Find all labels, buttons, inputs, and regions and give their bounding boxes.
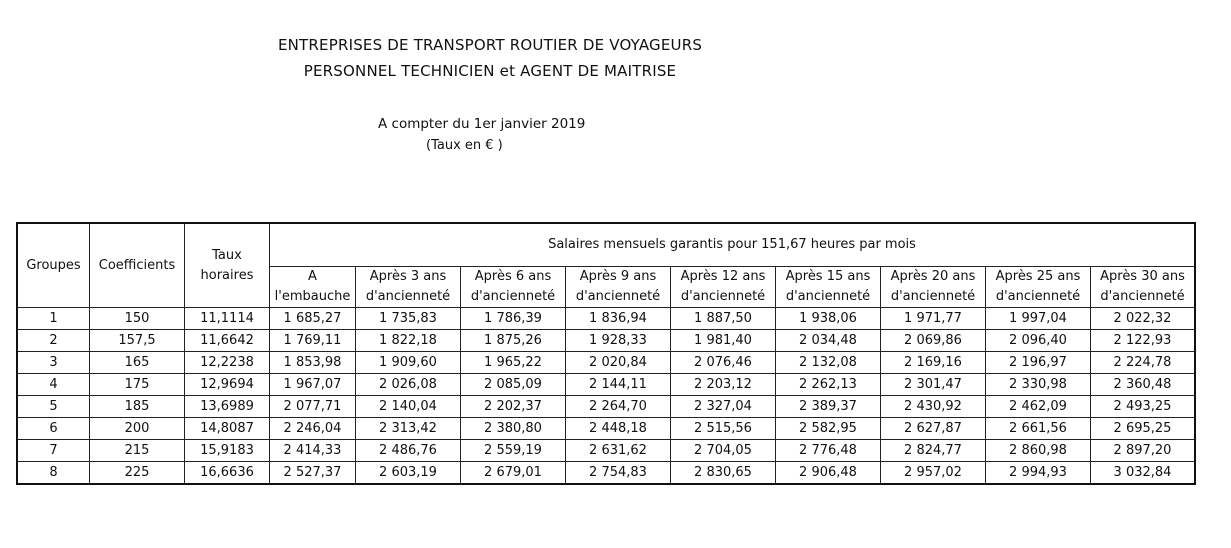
subheader-line2: d'ancienneté [356,287,461,308]
table-cell: 225 [90,462,185,485]
table-cell: 2 246,04 [270,418,356,440]
table-cell: 2 860,98 [986,440,1091,462]
table-cell: 2 132,08 [776,352,881,374]
table-cell: 2 034,48 [776,330,881,352]
table-cell: 2 076,46 [671,352,776,374]
subheader-line1: Après 3 ans [356,267,461,288]
table-cell: 3 [17,352,90,374]
subheader-line1: Après 6 ans [461,267,566,288]
table-cell: 1 965,22 [461,352,566,374]
table-cell: 2 202,37 [461,396,566,418]
table-cell: 2 301,47 [881,374,986,396]
table-cell: 1 786,39 [461,308,566,330]
table-cell: 2 897,20 [1091,440,1196,462]
header-salaires: Salaires mensuels garantis pour 151,67 heures par mois [270,223,1196,267]
table-cell: 2 069,86 [881,330,986,352]
table-cell: 2 224,78 [1091,352,1196,374]
table-cell: 2 704,05 [671,440,776,462]
subheader-line1: Après 12 ans [671,267,776,288]
subheader-line2: d'ancienneté [1091,287,1196,308]
subheader-line1: Après 30 ans [1091,267,1196,288]
table-cell: 2 559,19 [461,440,566,462]
table-cell: 200 [90,418,185,440]
table-cell: 1 981,40 [671,330,776,352]
table-cell: 2 026,08 [356,374,461,396]
table-cell: 165 [90,352,185,374]
table-cell: 215 [90,440,185,462]
table-row [17,352,1195,374]
subheader-line1: A [270,267,356,288]
table-cell: 1 875,26 [461,330,566,352]
document-subtitle: PERSONNEL TECHNICIEN et AGENT DE MAITRISE [303,62,677,80]
table-cell: 5 [17,396,90,418]
table-cell: 1 735,83 [356,308,461,330]
subheader-line1: Après 15 ans [776,267,881,288]
table-row [17,440,1195,462]
table-cell: 2 754,83 [566,462,671,485]
table-cell: 1 836,94 [566,308,671,330]
table-cell: 11,6642 [185,330,270,352]
table-cell: 150 [90,308,185,330]
table-cell: 2 096,40 [986,330,1091,352]
table-cell: 6 [17,418,90,440]
table-cell: 2 169,16 [881,352,986,374]
table-cell: 2 414,33 [270,440,356,462]
table-cell: 175 [90,374,185,396]
subheader-line2: d'ancienneté [461,287,566,308]
header-coefficients: Coefficients [90,223,185,308]
table-cell: 2 085,09 [461,374,566,396]
table-cell: 2 527,37 [270,462,356,485]
table-cell: 4 [17,374,90,396]
document-title: ENTREPRISES DE TRANSPORT ROUTIER DE VOYAGEURS [277,36,703,54]
table-cell: 185 [90,396,185,418]
header-taux-horaires: Taux horaires [185,223,270,308]
table-cell: 3 032,84 [1091,462,1196,485]
subheader-line2: l'embauche [270,287,356,308]
table-cell: 2 493,25 [1091,396,1196,418]
table-cell: 2 022,32 [1091,308,1196,330]
subheader-line1: Après 20 ans [881,267,986,288]
table-cell: 8 [17,462,90,485]
table-cell: 2 430,92 [881,396,986,418]
table-cell: 1 822,18 [356,330,461,352]
effective-date: A compter du 1er janvier 2019 [378,116,586,132]
table-cell: 2 957,02 [881,462,986,485]
table-cell: 1 685,27 [270,308,356,330]
table-cell: 2 262,13 [776,374,881,396]
table-cell: 2 776,48 [776,440,881,462]
table-cell: 14,8087 [185,418,270,440]
table-cell: 2 020,84 [566,352,671,374]
table-cell: 2 330,98 [986,374,1091,396]
table-row [17,374,1195,396]
header-groupes: Groupes [17,223,90,308]
table-cell: 2 196,97 [986,352,1091,374]
table-cell: 2 264,70 [566,396,671,418]
currency-note: (Taux en € ) [426,138,503,153]
table-row [17,308,1195,330]
table-cell: 157,5 [90,330,185,352]
table-cell: 2 695,25 [1091,418,1196,440]
table-cell: 2 389,37 [776,396,881,418]
table-cell: 2 830,65 [671,462,776,485]
table-cell: 1 997,04 [986,308,1091,330]
subheader-line2: d'ancienneté [881,287,986,308]
subheader-line2: d'ancienneté [776,287,881,308]
table-cell: 2 380,80 [461,418,566,440]
table-cell: 2 906,48 [776,462,881,485]
table-cell: 1 909,60 [356,352,461,374]
table-cell: 2 144,11 [566,374,671,396]
table-cell: 15,9183 [185,440,270,462]
table-cell: 2 203,12 [671,374,776,396]
table-cell: 13,6989 [185,396,270,418]
table-cell: 2 140,04 [356,396,461,418]
salary-table [16,222,1196,485]
table-cell: 7 [17,440,90,462]
table-row [17,396,1195,418]
subheader-line1: Après 9 ans [566,267,671,288]
table-cell: 2 313,42 [356,418,461,440]
table-cell: 2 631,62 [566,440,671,462]
table-cell: 16,6636 [185,462,270,485]
table-cell: 2 462,09 [986,396,1091,418]
subheader-line2: d'ancienneté [566,287,671,308]
table-cell: 2 661,56 [986,418,1091,440]
table-row [17,418,1195,440]
subheader-line2: d'ancienneté [986,287,1091,308]
table-cell: 1 [17,308,90,330]
table-cell: 1 769,11 [270,330,356,352]
table-cell: 11,1114 [185,308,270,330]
table-cell: 1 938,06 [776,308,881,330]
table-cell: 2 486,76 [356,440,461,462]
table-cell: 2 515,56 [671,418,776,440]
table-cell: 1 967,07 [270,374,356,396]
table-cell: 1 971,77 [881,308,986,330]
subheader-line1: Après 25 ans [986,267,1091,288]
table-cell: 2 448,18 [566,418,671,440]
table-cell: 2 077,71 [270,396,356,418]
table-cell: 12,2238 [185,352,270,374]
table-cell: 2 679,01 [461,462,566,485]
table-cell: 2 122,93 [1091,330,1196,352]
table-row [17,462,1195,485]
table-row [17,330,1195,352]
table-cell: 2 627,87 [881,418,986,440]
table-cell: 2 [17,330,90,352]
table-cell: 2 994,93 [986,462,1091,485]
subheader-line2: d'ancienneté [671,287,776,308]
table-cell: 2 582,95 [776,418,881,440]
table-cell: 1 887,50 [671,308,776,330]
table-cell: 1 853,98 [270,352,356,374]
table-cell: 2 327,04 [671,396,776,418]
table-cell: 2 603,19 [356,462,461,485]
table-cell: 1 928,33 [566,330,671,352]
table-cell: 2 824,77 [881,440,986,462]
table-cell: 2 360,48 [1091,374,1196,396]
table-cell: 12,9694 [185,374,270,396]
